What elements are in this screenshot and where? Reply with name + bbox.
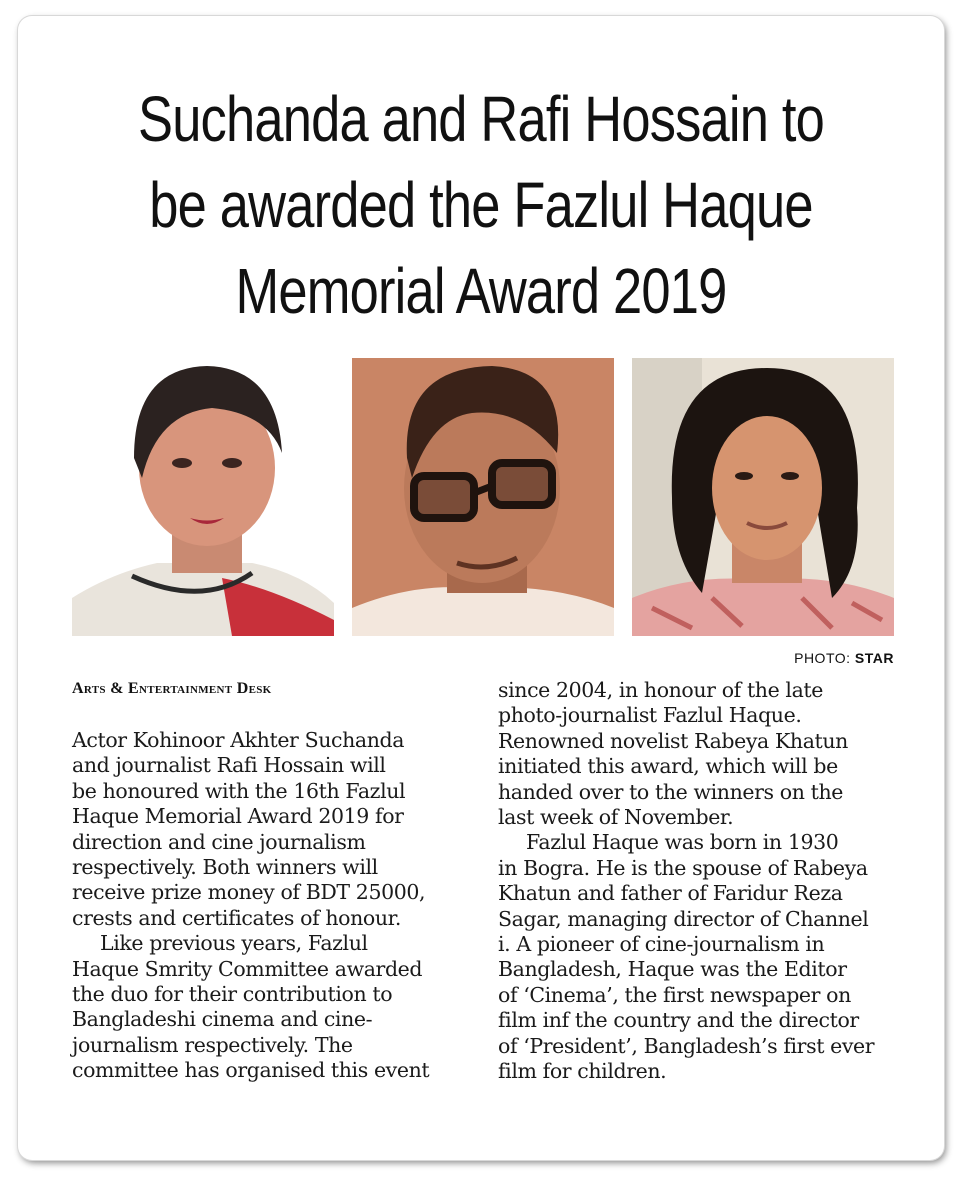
text-line: in Bogra. He is the spouse of Rabeya [498,855,868,880]
text-line: of ‘Cinema’, the first newspaper on [498,982,851,1007]
photo-credit [794,650,894,666]
photo-credit-label: PHOTO: [794,650,851,666]
text-line: respectively. Both winners will [72,855,378,880]
text-line: journalism respectively. The [72,1032,353,1057]
paragraph [498,830,898,1084]
text-line: Actor Kohinoor Akhter Suchanda [72,728,405,752]
text-line: last week of November. [498,805,734,830]
headline-line: be awarded the Fazlul Haque [149,169,813,241]
paragraph [72,931,472,1083]
article-column-right [498,678,898,1085]
headline-line: Memorial Award 2019 [235,255,727,327]
text-line: Renowned novelist Rabeya Khatun [498,728,848,753]
text-line: Khatun and father of Faridur Reza [498,881,843,906]
text-line: direction and cine journalism [72,829,366,854]
text-line: and journalist Rafi Hossain will [72,753,386,778]
text-line: photo-journalist Fazlul Haque. [498,703,802,728]
text-line: i. A pioneer of cine-journalism in [498,932,825,957]
text-line: initiated this award, which will be [498,754,838,779]
portrait-fazlul-haque [352,358,614,636]
text-line: the duo for their contribution to [72,982,393,1007]
text-line: handed over to the winners on the [498,779,843,804]
photo-credit-source: STAR [854,650,894,666]
text-line: Haque Memorial Award 2019 for [72,804,404,829]
text-line: Bangladeshi cinema and cine- [72,1007,373,1032]
text-line: Sagar, managing director of Channel [498,906,869,931]
portrait-rafi-hossain [632,358,894,636]
article-column-left [72,728,472,1084]
text-line: receive prize money of BDT 25000, [72,880,426,905]
paragraph [498,678,898,830]
byline: Arts & Entertainment Desk [72,680,272,697]
text-line: of ‘President’, Bangladesh’s first ever [498,1033,875,1058]
text-line: film for children. [498,1059,667,1084]
text-line: film inf the country and the director [498,1008,859,1033]
headline-line: Suchanda and Rafi Hossain to [138,83,824,155]
headline [119,76,842,334]
portrait-suchanda [72,358,334,636]
text-line: Like previous years, Fazlul [100,931,368,956]
text-line: be honoured with the 16th Fazlul [72,778,406,803]
text-line: Bangladesh, Haque was the Editor [498,957,847,982]
text-line: Fazlul Haque was born in 1930 [526,830,839,855]
text-line: crests and certificates of honour. [72,905,401,930]
text-line: since 2004, in honour of the late [498,678,823,702]
paragraph [72,728,472,931]
text-line: committee has organised this event [72,1058,430,1083]
text-line: Haque Smrity Committee awarded [72,956,423,981]
